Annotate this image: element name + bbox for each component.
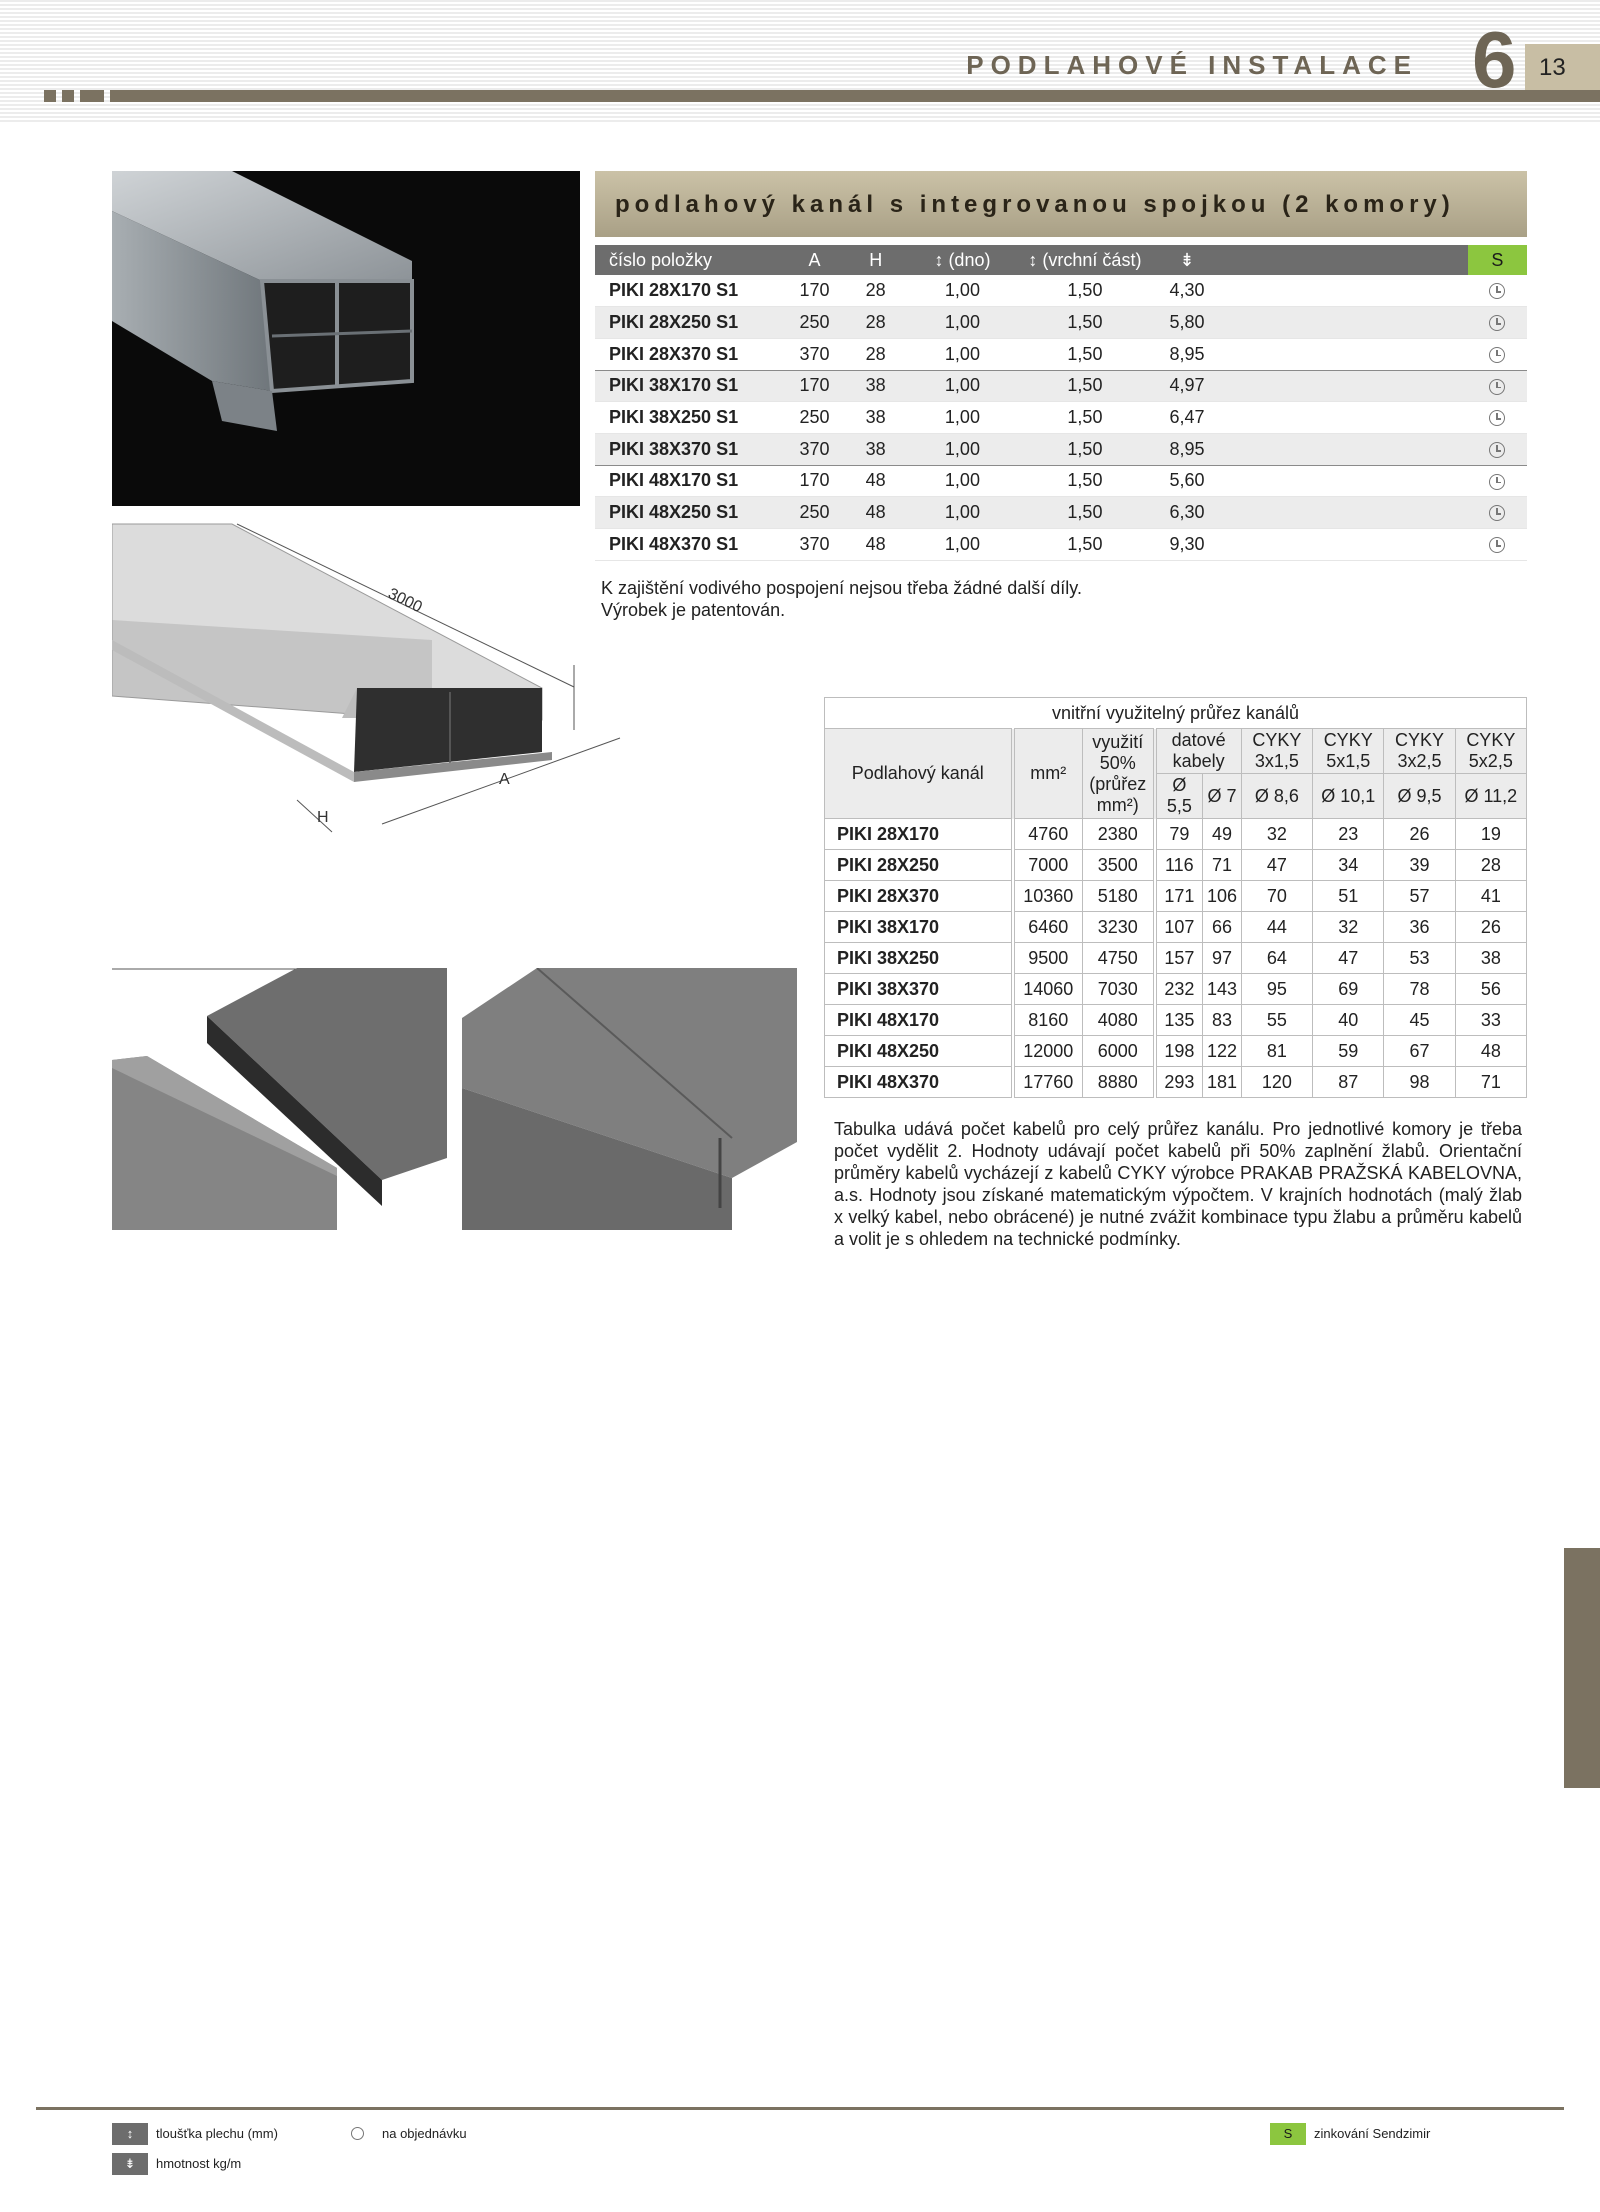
value-a: 370: [784, 529, 845, 561]
product-title: podlahový kanál s integrovanou spojkou (2 komory): [595, 171, 1527, 237]
cable-value: 48: [1455, 1036, 1526, 1067]
clock-icon: [1489, 315, 1505, 331]
availability-cell: [1468, 338, 1527, 370]
cable-value: 143: [1203, 974, 1242, 1005]
value-thickness-bottom: 1,00: [906, 338, 1018, 370]
value-thickness-top: 1,50: [1019, 338, 1152, 370]
availability-cell: [1468, 465, 1527, 497]
cable-value: 7030: [1083, 974, 1155, 1005]
cable-value: 6000: [1083, 1036, 1155, 1067]
item-code: PIKI 28X170 S1: [595, 275, 784, 307]
value-thickness-top: 1,50: [1019, 465, 1152, 497]
diameter-4: Ø 10,1: [1313, 774, 1384, 819]
cable-row: [825, 1067, 1527, 1098]
cable-value: 38: [1455, 943, 1526, 974]
cable-value: 70: [1241, 881, 1312, 912]
value-h: 48: [845, 465, 906, 497]
header-square: [62, 90, 74, 102]
cable-value: 71: [1455, 1067, 1526, 1098]
cable-value: 40: [1313, 1005, 1384, 1036]
cable-value: 107: [1155, 912, 1203, 943]
value-h: 28: [845, 338, 906, 370]
spacer-cell: [1223, 433, 1468, 465]
item-code: PIKI 38X170 S1: [595, 370, 784, 402]
channel-name: PIKI 28X370: [825, 881, 1013, 912]
cable-value: 116: [1155, 850, 1203, 881]
value-a: 250: [784, 402, 845, 434]
clock-icon: [1489, 537, 1505, 553]
channel-name: PIKI 38X250: [825, 943, 1013, 974]
cable-value: 106: [1203, 881, 1242, 912]
availability-cell: [1468, 433, 1527, 465]
value-thickness-bottom: 1,00: [906, 497, 1018, 529]
spacer-cell: [1223, 370, 1468, 402]
col-cyky-1: CYKY 3x1,5: [1241, 729, 1312, 774]
product-row: [595, 307, 1527, 339]
legend-zinc: zinkování Sendzimir: [1314, 2126, 1431, 2141]
item-code: PIKI 48X370 S1: [595, 529, 784, 561]
item-code: PIKI 48X250 S1: [595, 497, 784, 529]
diameter-6: Ø 11,2: [1455, 774, 1526, 819]
col-spacer: [1223, 245, 1468, 275]
col-thickness-bottom: ↕ (dno): [906, 245, 1018, 275]
cable-value: 17760: [1013, 1067, 1083, 1098]
cable-value: 4760: [1013, 819, 1083, 850]
cable-value: 79: [1155, 819, 1203, 850]
value-thickness-bottom: 1,00: [906, 275, 1018, 307]
cable-value: 36: [1384, 912, 1455, 943]
clock-icon: [1489, 283, 1505, 299]
header-square: [44, 90, 56, 102]
cable-value: 57: [1384, 881, 1455, 912]
clock-icon: [1489, 347, 1505, 363]
value-h: 38: [845, 433, 906, 465]
cable-value: 181: [1203, 1067, 1242, 1098]
col-weight: ⇟: [1151, 245, 1222, 275]
clock-icon: [1489, 379, 1505, 395]
item-code: PIKI 28X370 S1: [595, 338, 784, 370]
cable-value: 81: [1241, 1036, 1312, 1067]
value-a: 370: [784, 338, 845, 370]
value-h: 28: [845, 307, 906, 339]
item-code: PIKI 28X250 S1: [595, 307, 784, 339]
item-code: PIKI 48X170 S1: [595, 465, 784, 497]
cable-value: 5180: [1083, 881, 1155, 912]
cable-row: [825, 943, 1527, 974]
spacer-cell: [1223, 338, 1468, 370]
zinc-symbol: S: [1270, 2123, 1306, 2145]
col-mm2: mm²: [1013, 729, 1083, 819]
availability-cell: [1468, 497, 1527, 529]
cable-value: 10360: [1013, 881, 1083, 912]
product-row: [595, 433, 1527, 465]
dim-height-label: H: [317, 809, 329, 826]
value-h: 28: [845, 275, 906, 307]
value-thickness-bottom: 1,00: [906, 402, 1018, 434]
value-thickness-top: 1,50: [1019, 307, 1152, 339]
spacer-cell: [1223, 275, 1468, 307]
value-weight: 8,95: [1151, 338, 1222, 370]
cable-value: 66: [1203, 912, 1242, 943]
cable-value: 14060: [1013, 974, 1083, 1005]
channel-name: PIKI 28X250: [825, 850, 1013, 881]
availability-cell: [1468, 402, 1527, 434]
channel-name: PIKI 48X370: [825, 1067, 1013, 1098]
value-weight: 4,97: [1151, 370, 1222, 402]
cable-value: 28: [1455, 850, 1526, 881]
cable-value: 53: [1384, 943, 1455, 974]
value-h: 48: [845, 529, 906, 561]
cable-value: 26: [1384, 819, 1455, 850]
cable-value: 87: [1313, 1067, 1384, 1098]
header-square: [80, 90, 104, 102]
cable-value: 8880: [1083, 1067, 1155, 1098]
cable-row: [825, 1036, 1527, 1067]
value-thickness-bottom: 1,00: [906, 529, 1018, 561]
cable-row: [825, 850, 1527, 881]
availability-cell: [1468, 275, 1527, 307]
page-number: 13: [1525, 44, 1600, 90]
cable-value: 122: [1203, 1036, 1242, 1067]
section-title: PODLAHOVÉ INSTALACE: [966, 50, 1418, 80]
section-number: 6: [1472, 15, 1517, 104]
cable-value: 41: [1455, 881, 1526, 912]
cable-row: [825, 881, 1527, 912]
channel-name: PIKI 48X170: [825, 1005, 1013, 1036]
dim-length-label: 3000: [385, 585, 425, 617]
product-note: [601, 577, 1161, 621]
availability-cell: [1468, 370, 1527, 402]
value-thickness-top: 1,50: [1019, 497, 1152, 529]
product-row: [595, 529, 1527, 561]
product-row: [595, 402, 1527, 434]
cable-value: 59: [1313, 1036, 1384, 1067]
spacer-cell: [1223, 402, 1468, 434]
value-weight: 6,47: [1151, 402, 1222, 434]
legend-weight: hmotnost kg/m: [156, 2156, 242, 2171]
product-photo: [112, 171, 580, 506]
cable-row: [825, 1005, 1527, 1036]
joint-photo-2: [462, 968, 797, 1230]
col-vyuziti: využití 50% (průřez mm²): [1083, 729, 1155, 819]
value-weight: 6,30: [1151, 497, 1222, 529]
product-row: [595, 465, 1527, 497]
item-code: PIKI 38X250 S1: [595, 402, 784, 434]
col-thickness-top: ↕ (vrchní část): [1019, 245, 1152, 275]
channel-name: PIKI 38X370: [825, 974, 1013, 1005]
col-item-number: číslo položky: [595, 245, 784, 275]
cable-value: 32: [1241, 819, 1312, 850]
cable-value: 6460: [1013, 912, 1083, 943]
value-thickness-top: 1,50: [1019, 529, 1152, 561]
cable-value: 8160: [1013, 1005, 1083, 1036]
cable-value: 45: [1384, 1005, 1455, 1036]
cable-value: 49: [1203, 819, 1242, 850]
availability-cell: [1468, 307, 1527, 339]
cable-value: 51: [1313, 881, 1384, 912]
cable-value: 7000: [1013, 850, 1083, 881]
value-thickness-top: 1,50: [1019, 402, 1152, 434]
cable-row: [825, 819, 1527, 850]
channel-name: PIKI 38X170: [825, 912, 1013, 943]
col-cyky-2: CYKY 5x1,5: [1313, 729, 1384, 774]
legend-thickness: tloušťka plechu (mm): [156, 2126, 278, 2141]
cable-value: 2380: [1083, 819, 1155, 850]
product-row: [595, 275, 1527, 307]
dim-width-label: A: [499, 771, 510, 788]
cable-value: 83: [1203, 1005, 1242, 1036]
cable-row: [825, 912, 1527, 943]
cable-value: 55: [1241, 1005, 1312, 1036]
note-patent: Výrobek je patentován.: [601, 600, 786, 620]
note-conductive: K zajištění vodivého pospojení nejsou třeba žádné další díly.: [601, 578, 1082, 598]
joint-photo-1: [112, 968, 447, 1230]
clock-icon: [1489, 410, 1505, 426]
cable-value: 95: [1241, 974, 1312, 1005]
spacer-cell: [1223, 529, 1468, 561]
product-table-header: [595, 245, 1527, 275]
value-a: 170: [784, 275, 845, 307]
value-thickness-top: 1,50: [1019, 275, 1152, 307]
cable-value: 47: [1241, 850, 1312, 881]
cable-value: 97: [1203, 943, 1242, 974]
cable-value: 44: [1241, 912, 1312, 943]
cable-value: 171: [1155, 881, 1203, 912]
cable-row: [825, 974, 1527, 1005]
cable-value: 26: [1455, 912, 1526, 943]
cable-value: 12000: [1013, 1036, 1083, 1067]
product-table: [595, 245, 1527, 561]
cable-value: 39: [1384, 850, 1455, 881]
cable-value: 293: [1155, 1067, 1203, 1098]
col-datove: datové kabely: [1155, 729, 1242, 774]
cable-value: 198: [1155, 1036, 1203, 1067]
col-cyky-4: CYKY 5x2,5: [1455, 729, 1526, 774]
value-thickness-bottom: 1,00: [906, 433, 1018, 465]
cable-value: 3500: [1083, 850, 1155, 881]
thickness-symbol: ↕: [112, 2123, 148, 2145]
cable-value: 9500: [1013, 943, 1083, 974]
cable-value: 32: [1313, 912, 1384, 943]
spacer-cell: [1223, 497, 1468, 529]
cable-value: 232: [1155, 974, 1203, 1005]
col-kanal: Podlahový kanál: [825, 729, 1013, 819]
value-weight: 8,95: [1151, 433, 1222, 465]
diameter-2: Ø 7: [1203, 774, 1242, 819]
cable-value: 64: [1241, 943, 1312, 974]
diameter-5: Ø 9,5: [1384, 774, 1455, 819]
item-code: PIKI 38X370 S1: [595, 433, 784, 465]
clock-icon: [1489, 474, 1505, 490]
value-thickness-top: 1,50: [1019, 370, 1152, 402]
cable-value: 98: [1384, 1067, 1455, 1098]
weight-symbol: ⇟: [112, 2153, 148, 2175]
clock-icon: [1489, 505, 1505, 521]
value-weight: 4,30: [1151, 275, 1222, 307]
clock-icon: [351, 2127, 364, 2140]
value-weight: 5,80: [1151, 307, 1222, 339]
cable-table-title: vnitřní využitelný průřez kanálů: [825, 698, 1527, 729]
availability-cell: [1468, 529, 1527, 561]
header-bar: [110, 90, 1600, 102]
value-thickness-bottom: 1,00: [906, 370, 1018, 402]
cable-value: 78: [1384, 974, 1455, 1005]
cable-value: 135: [1155, 1005, 1203, 1036]
value-a: 250: [784, 307, 845, 339]
legend-order: na objednávku: [382, 2126, 467, 2141]
value-a: 250: [784, 497, 845, 529]
cable-value: 34: [1313, 850, 1384, 881]
col-h: H: [845, 245, 906, 275]
footer-line: [36, 2107, 1564, 2110]
cable-value: 47: [1313, 943, 1384, 974]
col-a: A: [784, 245, 845, 275]
product-row: [595, 338, 1527, 370]
cable-value: 120: [1241, 1067, 1312, 1098]
value-thickness-top: 1,50: [1019, 433, 1152, 465]
value-a: 170: [784, 370, 845, 402]
side-tab: [1564, 1548, 1600, 1788]
cable-value: 3230: [1083, 912, 1155, 943]
cable-value: 23: [1313, 819, 1384, 850]
cable-value: 4750: [1083, 943, 1155, 974]
product-row: [595, 370, 1527, 402]
cable-value: 157: [1155, 943, 1203, 974]
value-h: 38: [845, 402, 906, 434]
cable-value: 69: [1313, 974, 1384, 1005]
value-thickness-bottom: 1,00: [906, 307, 1018, 339]
col-cyky-3: CYKY 3x2,5: [1384, 729, 1455, 774]
spacer-cell: [1223, 465, 1468, 497]
clock-icon: [1489, 442, 1505, 458]
cable-table-note: Tabulka udává počet kabelů pro celý průřez kanálu. Pro jednotlivé komory je třeba počet vydělit 2. Hodnoty udávají počet kabelů při 50% zaplnění žlabů. Orientační průměry kabelů vycházejí z kabelů CYKY výrobce PRAKAB PRAŽSKÁ KABELOVNA, a.s. Hodnoty jsou získané matematickým výpočtem. V krajních hodnotách (malý žlab x velký kabel, nebo obrácené) je nutné zvážit kombinace typu žlabu a průměru kabelů a volit je s ohledem na technické podmínky.: [834, 1119, 1522, 1249]
value-h: 38: [845, 370, 906, 402]
cable-value: 33: [1455, 1005, 1526, 1036]
diameter-1: Ø 5,5: [1155, 774, 1203, 819]
channel-name: PIKI 28X170: [825, 819, 1013, 850]
value-weight: 5,60: [1151, 465, 1222, 497]
channel-name: PIKI 48X250: [825, 1036, 1013, 1067]
diameter-3: Ø 8,6: [1241, 774, 1312, 819]
technical-drawing: [112, 520, 632, 850]
product-row: [595, 497, 1527, 529]
spacer-cell: [1223, 307, 1468, 339]
cable-capacity-table: [824, 697, 1527, 1098]
col-zinc: S: [1468, 245, 1527, 275]
cable-value: 67: [1384, 1036, 1455, 1067]
cable-value: 4080: [1083, 1005, 1155, 1036]
value-a: 370: [784, 433, 845, 465]
value-h: 48: [845, 497, 906, 529]
value-a: 170: [784, 465, 845, 497]
value-thickness-bottom: 1,00: [906, 465, 1018, 497]
cable-value: 71: [1203, 850, 1242, 881]
cable-value: 19: [1455, 819, 1526, 850]
cable-value: 56: [1455, 974, 1526, 1005]
value-weight: 9,30: [1151, 529, 1222, 561]
